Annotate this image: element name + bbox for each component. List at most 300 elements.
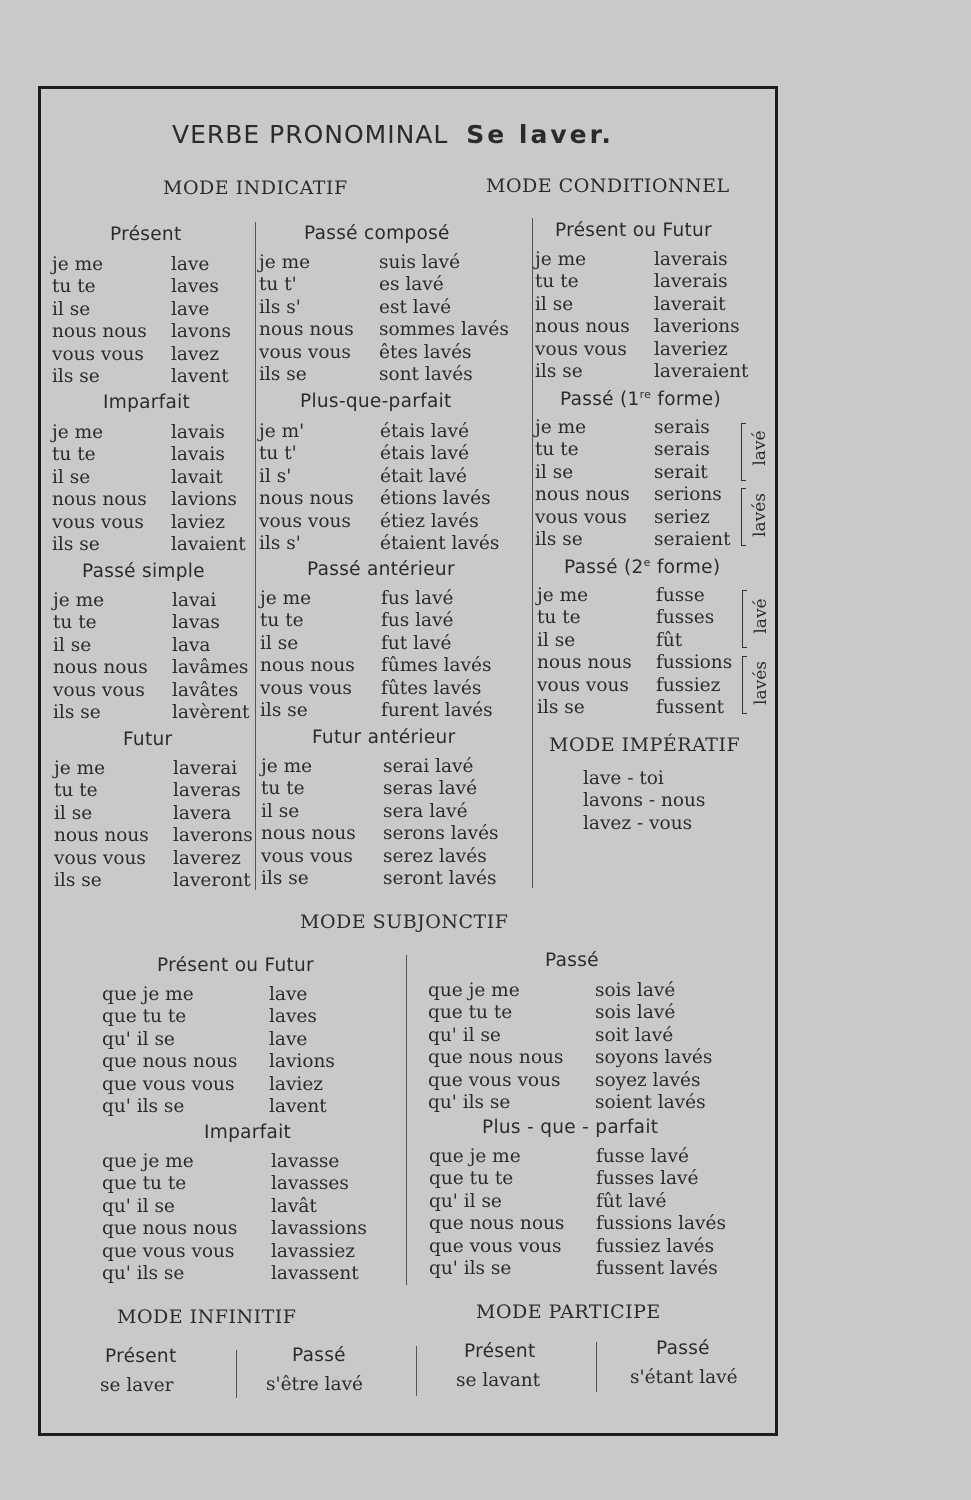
conj-form: sont lavés (379, 363, 473, 385)
conj-row (537, 652, 747, 674)
conj-block (260, 588, 530, 722)
mode-indicatif: MODE INDICATIF (163, 177, 348, 199)
brace (742, 590, 747, 648)
conj-block (259, 421, 529, 555)
conj-row (535, 462, 745, 484)
mode-infinitif: MODE INFINITIF (117, 1306, 297, 1328)
conj-form: suis lavé (379, 252, 461, 273)
conj-pronoun: tu te (261, 778, 305, 800)
conj-row (537, 585, 747, 607)
conj-form: lave (171, 254, 210, 275)
mode-subjonctif: MODE SUBJONCTIF (300, 911, 509, 933)
conj-row (52, 422, 262, 444)
conj-form: serais (654, 417, 710, 438)
conj-pronoun: ils se (535, 528, 583, 550)
conj-row (429, 1191, 749, 1213)
conj-form: fusses (656, 607, 715, 629)
conj-form: serez lavés (383, 845, 487, 867)
conj-pronoun: ils se (537, 696, 585, 718)
conj-pronoun: vous vous (53, 679, 145, 701)
conj-form: lavera (173, 802, 232, 824)
conj-pronoun: que vous vous (429, 1235, 562, 1257)
conj-pronoun: que tu te (102, 1006, 187, 1028)
conj-pronoun: il se (537, 629, 576, 651)
conj-form: lavât (271, 1195, 317, 1217)
conj-pronoun: je me (261, 756, 313, 777)
conj-row (102, 1029, 402, 1051)
page-title (172, 120, 614, 149)
conj-row (52, 512, 262, 534)
conj-pronoun: tu te (52, 444, 96, 466)
conj-pronoun: que je me (102, 1151, 194, 1172)
conj-block (261, 756, 531, 890)
conj-row (102, 1074, 402, 1096)
conj-row (102, 1051, 402, 1073)
conj-form: laviez (269, 1073, 324, 1095)
conj-row (102, 1006, 402, 1028)
conj-form: fus lavé (381, 588, 454, 609)
conj-pronoun: vous vous (537, 674, 629, 696)
conj-row (261, 868, 531, 890)
column-divider (406, 955, 407, 1285)
conj-row (537, 630, 747, 652)
conj-row (259, 342, 529, 364)
conj-form: étions lavés (380, 488, 491, 510)
conj-row (54, 825, 264, 847)
conj-row (259, 466, 529, 488)
conj-form: soient lavés (595, 1091, 706, 1113)
conj-form: lavassent (271, 1262, 359, 1284)
conj-pronoun: que je me (102, 984, 194, 1005)
conj-pronoun: il se (52, 298, 91, 320)
conj-pronoun: je me (535, 417, 587, 438)
conj-pronoun: vous vous (260, 677, 352, 699)
conj-pronoun: qu' ils se (102, 1095, 185, 1117)
conj-block (52, 422, 262, 556)
conj-row (102, 1151, 402, 1173)
conj-form: fussiez lavés (596, 1235, 715, 1257)
conj-form: fussions lavés (596, 1213, 726, 1235)
infinitif-passe: s'être lavé (266, 1374, 363, 1395)
conj-pronoun: je me (53, 590, 105, 611)
tense-label: Futur (123, 729, 173, 750)
conj-form: laveras (173, 780, 241, 802)
imperatif-1: lave - toi (583, 768, 664, 789)
conj-form: lavons (171, 321, 231, 343)
conj-form: laveraient (654, 360, 749, 382)
conj-row (535, 439, 745, 461)
brace (741, 423, 746, 481)
conj-pronoun: nous nous (260, 655, 355, 677)
conj-pronoun: nous nous (53, 657, 148, 679)
tense-label: Passé (545, 950, 599, 971)
conj-form: lavas (172, 612, 220, 634)
conj-row (54, 848, 264, 870)
tense-label: Imparfait (103, 392, 191, 413)
conj-row (52, 534, 262, 556)
conj-row (429, 1168, 749, 1190)
conj-pronoun: nous nous (535, 316, 630, 338)
conj-form: lavassions (271, 1218, 367, 1240)
conj-pronoun: qu' il se (428, 1024, 501, 1046)
conj-pronoun: ils se (53, 701, 101, 723)
conj-pronoun: qu' il se (102, 1028, 175, 1050)
conj-row (535, 529, 745, 551)
conj-pronoun: que nous nous (102, 1051, 238, 1073)
conj-block (52, 254, 262, 388)
conj-pronoun: ils se (261, 867, 309, 889)
conj-form: lave (269, 1028, 308, 1050)
conj-pronoun: que tu te (102, 1173, 187, 1195)
conj-row (259, 511, 529, 533)
conj-pronoun: que vous vous (102, 1240, 235, 1262)
conj-block (54, 758, 264, 892)
conj-pronoun: je me (537, 585, 589, 606)
conj-pronoun: tu te (54, 780, 98, 802)
conj-form: lavâmes (172, 657, 249, 679)
conj-row (535, 249, 765, 271)
conj-block (535, 417, 745, 551)
conj-pronoun: nous nous (261, 823, 356, 845)
conj-form: laverait (654, 293, 726, 315)
mode-imperatif: MODE IMPÉRATIF (549, 734, 741, 756)
tense-label: Imparfait (204, 1122, 292, 1143)
conj-row (259, 274, 529, 296)
conj-row (259, 488, 529, 510)
conj-pronoun: il se (53, 634, 92, 656)
conj-form: lavâtes (172, 679, 239, 701)
tense-label: Passé (2e forme) (564, 556, 721, 579)
conj-row (428, 1092, 748, 1114)
conj-pronoun: je me (259, 252, 311, 273)
conj-row (428, 1025, 748, 1047)
conj-row (537, 607, 747, 629)
imperatif-3: lavez - vous (583, 813, 693, 834)
conj-pronoun: qu' ils se (428, 1091, 511, 1113)
conj-pronoun: que tu te (429, 1168, 514, 1190)
conj-pronoun: ils se (52, 533, 100, 555)
tense-label: Passé simple (82, 561, 205, 582)
conj-form: étais lavé (380, 443, 470, 465)
conj-row (259, 443, 529, 465)
conj-pronoun: vous vous (52, 343, 144, 365)
conj-pronoun: nous nous (54, 825, 149, 847)
conj-row (52, 254, 262, 276)
conj-pronoun: je m' (259, 421, 305, 442)
conj-pronoun: vous vous (261, 845, 353, 867)
conj-form: lavent (269, 1095, 327, 1117)
conj-pronoun: il se (260, 632, 299, 654)
conj-form: fût lavé (596, 1190, 667, 1212)
conj-form: laveront (173, 869, 251, 891)
conj-form: fussent (656, 696, 725, 718)
participe-present: se lavant (456, 1370, 541, 1391)
conj-row (429, 1236, 749, 1258)
infinitif-present: se laver (100, 1375, 174, 1396)
conj-pronoun: ils se (260, 699, 308, 721)
conj-row (102, 1173, 402, 1195)
conj-form: laverais (654, 271, 728, 293)
conj-pronoun: tu te (535, 271, 579, 293)
conj-pronoun: que tu te (428, 1002, 513, 1024)
conj-form: lavais (171, 444, 225, 466)
conj-row (53, 635, 263, 657)
conj-form: fussent lavés (596, 1257, 718, 1279)
conj-pronoun: qu' ils se (429, 1257, 512, 1279)
conj-pronoun: ils se (259, 363, 307, 385)
tense-label: Passé composé (304, 223, 450, 244)
imperatif-2: lavons - nous (583, 790, 706, 811)
conj-pronoun: que vous vous (102, 1073, 235, 1095)
conj-form: soit lavé (595, 1024, 674, 1046)
conj-row (428, 1002, 748, 1024)
conj-form: serais (654, 439, 710, 461)
conj-block (428, 980, 748, 1114)
brace (742, 656, 747, 714)
conj-row (535, 316, 765, 338)
conj-form: était lavé (380, 465, 467, 487)
conj-row (428, 1070, 748, 1092)
conj-row (259, 364, 529, 386)
conj-row (53, 680, 263, 702)
conj-pronoun: ils se (52, 365, 100, 387)
conj-pronoun: il s' (259, 465, 292, 487)
conj-row (260, 678, 530, 700)
conj-pronoun: nous nous (52, 489, 147, 511)
tense-label: Plus - que - parfait (482, 1117, 659, 1138)
tense-label: Passé antérieur (307, 559, 455, 580)
conj-row (52, 344, 262, 366)
conj-form: lavai (172, 590, 217, 611)
conj-pronoun: nous nous (259, 488, 354, 510)
conj-form: soyez lavés (595, 1069, 701, 1091)
conj-block (429, 1146, 749, 1280)
conj-form: sois lavé (595, 980, 676, 1001)
conj-pronoun: tu te (53, 612, 97, 634)
conj-pronoun: tu t' (259, 274, 297, 296)
column-divider (236, 1350, 237, 1398)
conj-pronoun: je me (52, 422, 104, 443)
conj-row (260, 700, 530, 722)
conj-form: lava (172, 634, 211, 656)
conj-form: sois lavé (595, 1002, 676, 1024)
tense-label: Présent (110, 224, 182, 245)
conj-form: lavèrent (172, 701, 250, 723)
conj-pronoun: il se (535, 461, 574, 483)
conj-row (54, 758, 264, 780)
participle-sing: lavé (751, 598, 771, 634)
conj-form: êtes lavés (379, 341, 472, 363)
conj-pronoun: vous vous (259, 341, 351, 363)
conj-pronoun: vous vous (535, 506, 627, 528)
conj-row (53, 702, 263, 724)
conj-row (102, 1196, 402, 1218)
conj-row (535, 484, 745, 506)
conj-form: seras lavé (383, 778, 478, 800)
conj-form: fussions (656, 652, 733, 674)
tense-label: Présent ou Futur (157, 955, 314, 976)
conj-pronoun: tu te (260, 610, 304, 632)
conj-form: laviez (171, 511, 226, 533)
conj-block (102, 984, 402, 1118)
conj-form: lave (269, 984, 308, 1005)
conj-pronoun: que nous nous (429, 1213, 565, 1235)
conj-form: seront lavés (383, 867, 497, 889)
conj-form: laves (269, 1006, 317, 1028)
conj-row (52, 366, 262, 388)
conj-pronoun: tu te (535, 439, 579, 461)
conj-form: laves (171, 276, 219, 298)
conj-row (102, 1218, 402, 1240)
conj-pronoun: qu' il se (102, 1195, 175, 1217)
conj-form: est lavé (379, 296, 452, 318)
conj-row (102, 1241, 402, 1263)
conj-row (535, 417, 745, 439)
conj-form: étais lavé (380, 421, 470, 442)
conj-row (52, 321, 262, 343)
conj-row (535, 339, 765, 361)
conj-pronoun: nous nous (52, 321, 147, 343)
conj-form: fus lavé (381, 610, 454, 632)
conj-form: serait (654, 461, 708, 483)
conj-form: fûmes lavés (381, 655, 492, 677)
conj-form: lavions (171, 489, 237, 511)
conj-form: fût (656, 629, 683, 651)
conj-form: laverai (173, 758, 238, 779)
infinitif-passe-label: Passé (292, 1345, 346, 1366)
conj-pronoun: ils s' (259, 296, 301, 318)
column-divider (416, 1346, 417, 1396)
conj-row (429, 1258, 749, 1280)
tense-label: Présent ou Futur (555, 220, 712, 241)
conj-pronoun: je me (54, 758, 106, 779)
column-divider (532, 218, 533, 888)
participe-passe-label: Passé (656, 1338, 710, 1359)
conj-row (52, 276, 262, 298)
conj-row (53, 657, 263, 679)
mode-conditionnel: MODE CONDITIONNEL (486, 175, 730, 197)
conj-pronoun: que nous nous (102, 1218, 238, 1240)
conj-block (259, 252, 529, 386)
conj-row (535, 271, 765, 293)
conj-pronoun: ils se (535, 360, 583, 382)
conj-form: serai lavé (383, 756, 474, 777)
conj-row (53, 590, 263, 612)
conj-row (261, 801, 531, 823)
conj-row (259, 297, 529, 319)
participle-plur: lavés (751, 661, 771, 705)
conj-form: lavaient (171, 533, 246, 555)
conj-pronoun: ils s' (259, 532, 301, 554)
conj-row (102, 984, 402, 1006)
participe-passe: s'étant lavé (630, 1367, 738, 1388)
conj-pronoun: nous nous (259, 319, 354, 341)
conj-form: fusses lavé (596, 1168, 699, 1190)
conj-form: étiez lavés (380, 510, 479, 532)
conj-form: furent lavés (381, 699, 493, 721)
title-verb: Se laver. (466, 120, 614, 149)
conj-pronoun: tu t' (259, 443, 297, 465)
conj-pronoun: je me (52, 254, 104, 275)
column-divider (596, 1342, 597, 1392)
conj-row (260, 655, 530, 677)
conj-pronoun: vous vous (535, 338, 627, 360)
conj-row (537, 675, 747, 697)
conj-row (54, 870, 264, 892)
conj-form: soyons lavés (595, 1047, 713, 1069)
conj-row (260, 633, 530, 655)
conj-form: fûtes lavés (381, 677, 482, 699)
conj-pronoun: vous vous (259, 510, 351, 532)
conj-row (261, 846, 531, 868)
conj-block (535, 249, 765, 383)
conj-form: fusse (656, 585, 705, 606)
conj-form: lavait (171, 466, 223, 488)
conj-form: seraient (654, 528, 731, 550)
conj-pronoun: que nous nous (428, 1047, 564, 1069)
conj-pronoun: nous nous (535, 484, 630, 506)
conj-pronoun: il se (52, 466, 91, 488)
conj-form: lave (171, 298, 210, 320)
conj-form: lavions (269, 1051, 335, 1073)
conj-pronoun: il se (535, 293, 574, 315)
conj-pronoun: qu' ils se (102, 1262, 185, 1284)
conj-row (52, 467, 262, 489)
tense-label: Futur antérieur (312, 727, 456, 748)
conj-row (259, 252, 529, 274)
conj-row (429, 1213, 749, 1235)
conj-form: étaient lavés (380, 532, 500, 554)
conj-pronoun: que je me (428, 980, 520, 1001)
conj-row (261, 778, 531, 800)
conj-block (537, 585, 747, 719)
conj-form: serons lavés (383, 823, 499, 845)
conj-form: lavassiez (271, 1240, 356, 1262)
conj-form: seriez (654, 506, 710, 528)
participe-present-label: Présent (464, 1341, 536, 1362)
conj-pronoun: que vous vous (428, 1069, 561, 1091)
conj-form: serions (654, 484, 722, 506)
conj-row (259, 319, 529, 341)
conj-pronoun: je me (260, 588, 312, 609)
conj-pronoun: tu te (537, 607, 581, 629)
conj-pronoun: qu' il se (429, 1190, 502, 1212)
conj-row (535, 361, 765, 383)
infinitif-present-label: Présent (105, 1346, 177, 1367)
conj-row (429, 1146, 749, 1168)
conj-pronoun: je me (535, 249, 587, 270)
title-main: VERBE PRONOMINAL (172, 120, 449, 149)
conj-row (259, 533, 529, 555)
participle-plur: lavés (750, 493, 770, 537)
conj-form: sommes lavés (379, 319, 509, 341)
conj-row (52, 444, 262, 466)
conj-row (261, 756, 531, 778)
participle-sing: lavé (750, 430, 770, 466)
conj-pronoun: tu te (52, 276, 96, 298)
conj-form: lavent (171, 365, 229, 387)
conj-pronoun: vous vous (52, 511, 144, 533)
conj-row (102, 1096, 402, 1118)
conj-form: lavasses (271, 1173, 349, 1195)
conj-form: laverais (654, 249, 728, 270)
conj-row (52, 489, 262, 511)
conj-row (102, 1263, 402, 1285)
conj-form: lavais (171, 422, 225, 443)
conj-form: laveriez (654, 338, 728, 360)
conj-row (537, 697, 747, 719)
brace (741, 488, 746, 546)
